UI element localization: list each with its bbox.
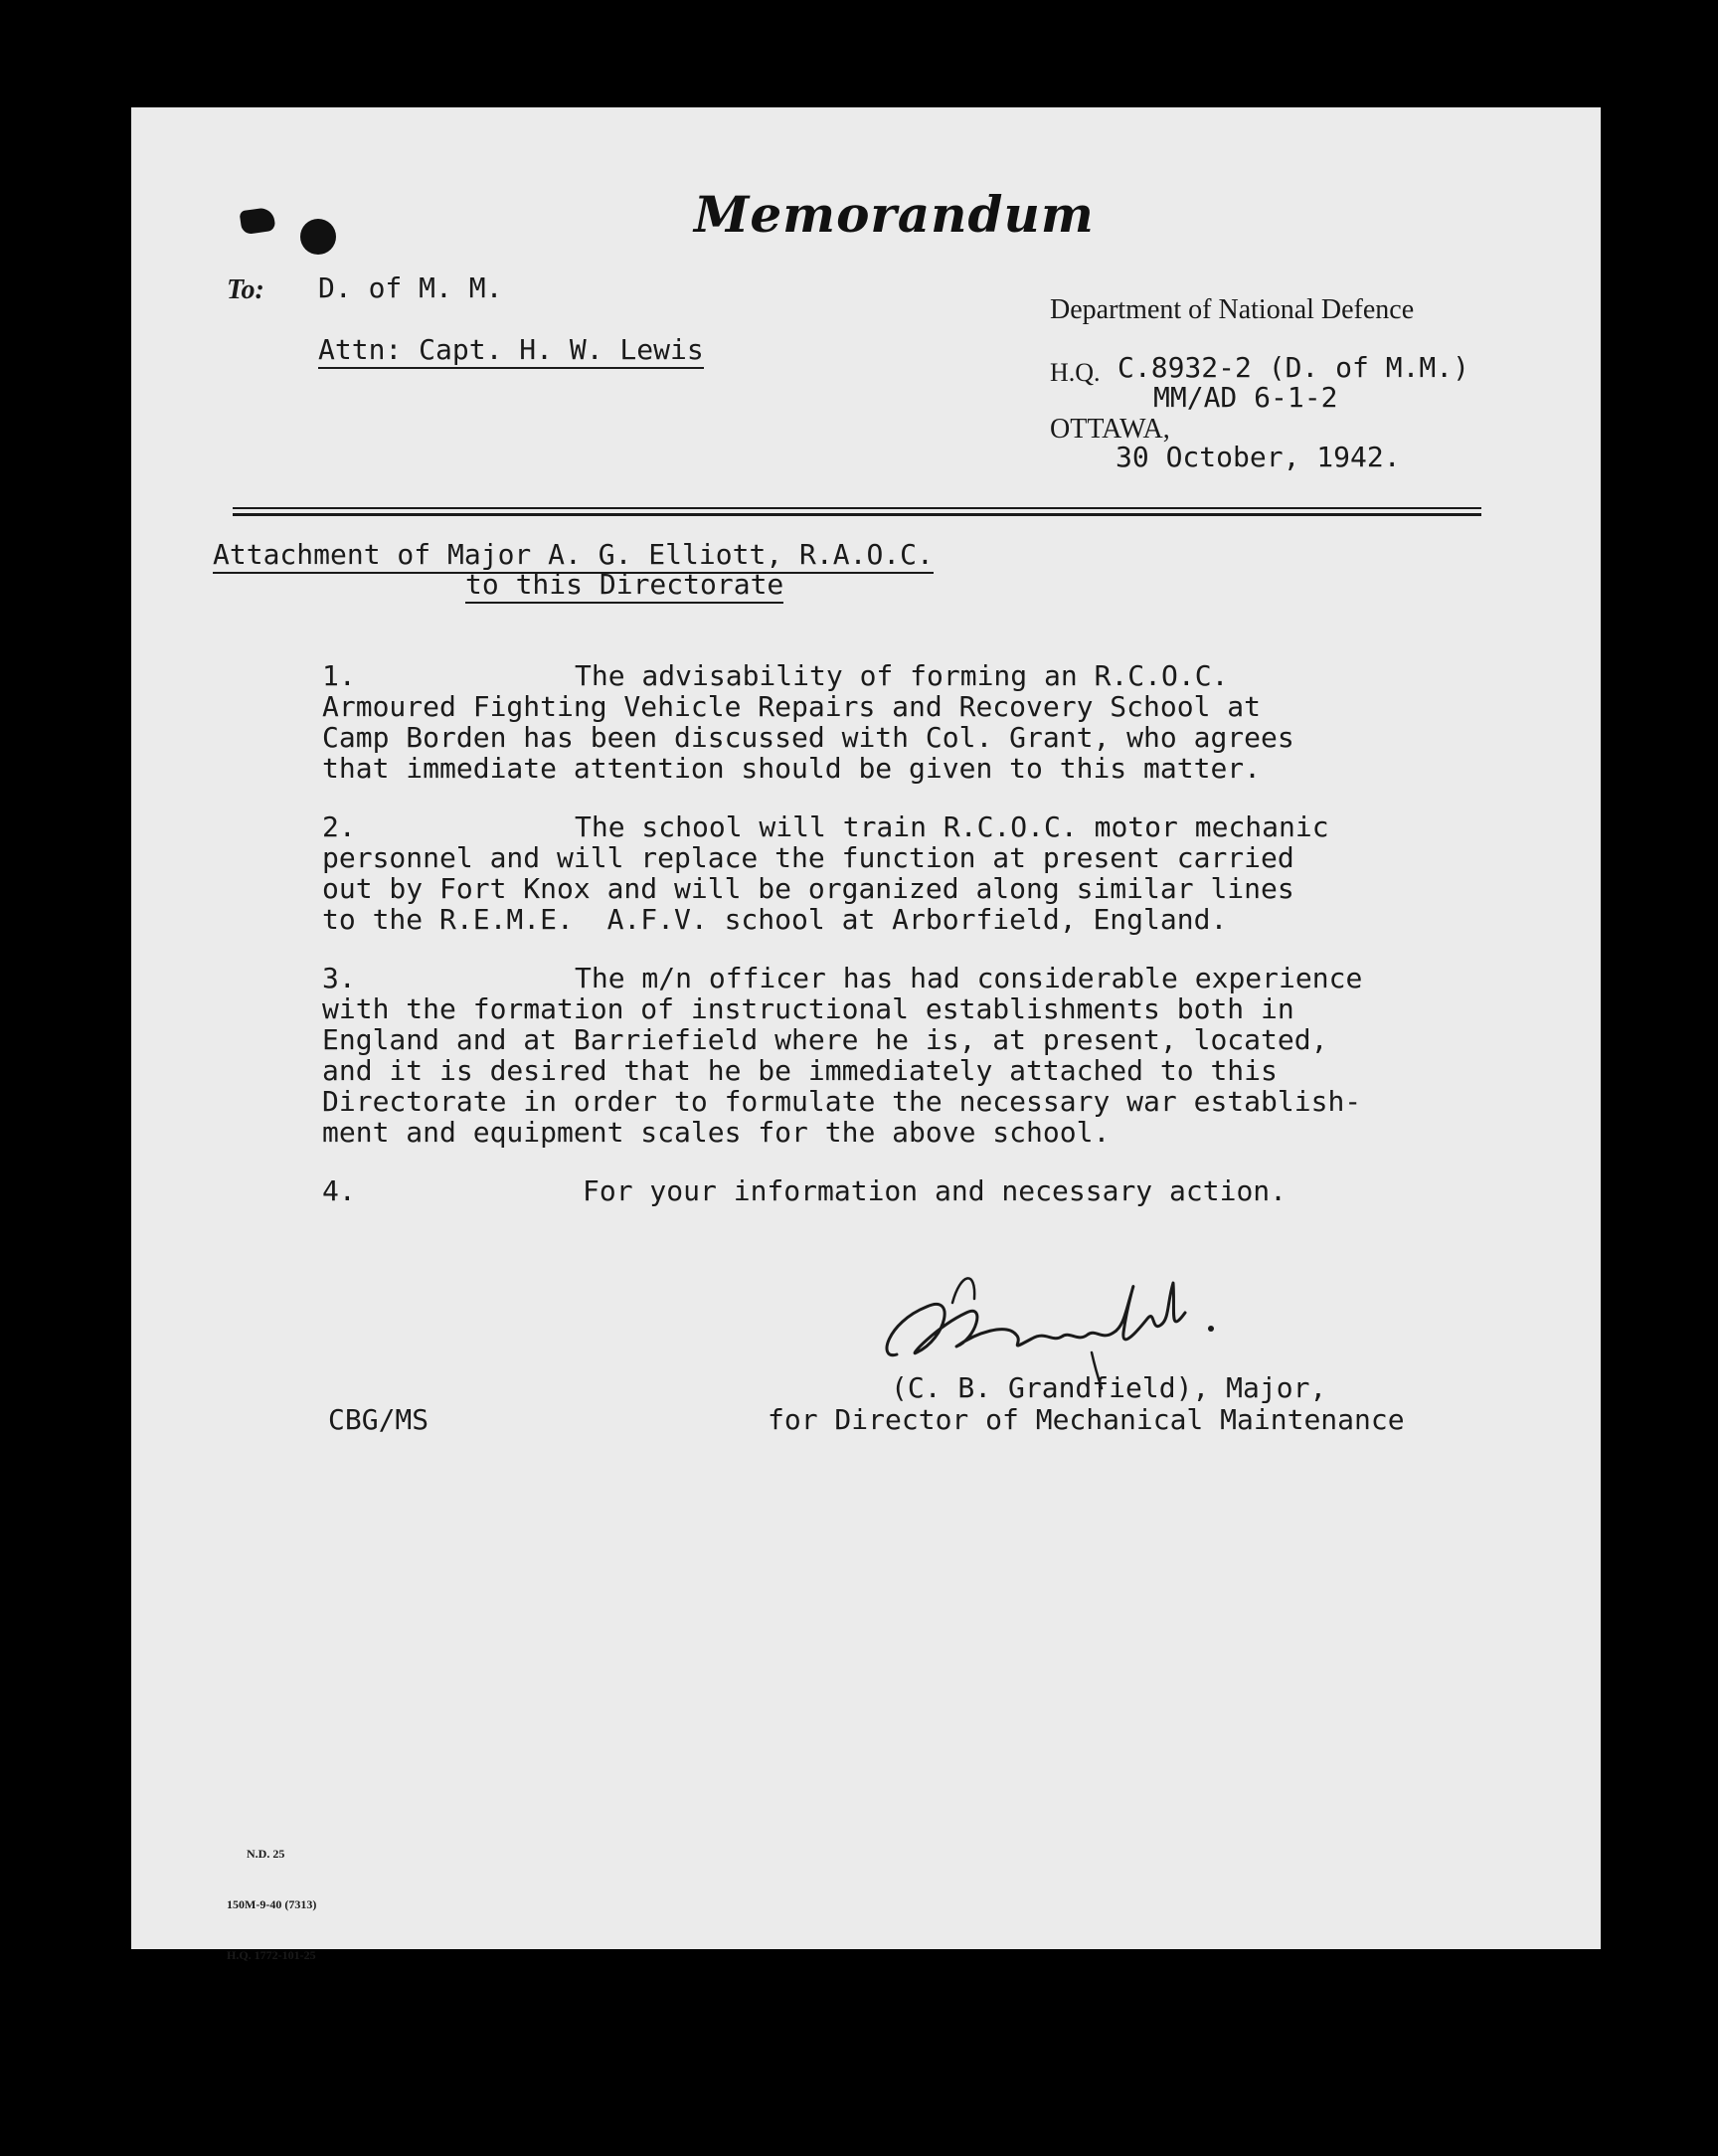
file-reference: MM/AD 6-1-2 [1153,381,1338,414]
header-rule-bottom [233,513,1481,516]
subject-line-1: Attachment of Major A. G. Elliott, R.A.O.C. [213,539,934,574]
memo-title: Memorandum [694,185,1095,244]
paragraph-number: 1. [322,659,356,692]
paragraph-number: 4. [322,1174,356,1207]
paragraph-body: with the formation of instructional establishments both in England and at Barriefield where he is, at present, located, and it is desired that he be immediately attached to this Directorate in order to formulate the necessary war establish- ment and equipment scales for the above school. [322,992,1362,1149]
place-ottawa: OTTAWA, [1050,414,1170,445]
handwritten-signature [857,1243,1294,1392]
paragraph-body: personnel and will replace the function at present carried out by Fort Knox and will be organized along similar lines to the R.E.M.E. A.F.V. school at Arborfield, England. [322,841,1294,936]
paragraph-first-line: The m/n officer has had considerable experience [575,962,1363,994]
memorandum-sheet [131,107,1601,1962]
to-recipient: D. of M. M. [318,271,503,304]
paragraph-body: Armoured Fighting Vehicle Repairs and Recovery School at Camp Borden has been discussed with Col. Grant, who agrees that immediate attention should be given to this matter. [322,690,1294,785]
ink-blot-left [239,207,275,235]
form-number-line-2: 150M-9-40 (7313) [227,1897,317,1911]
form-number-line-1: N.D. 25 [247,1847,285,1861]
form-number-footer [227,1812,316,1998]
header-rule-top [233,507,1481,509]
paragraph-first-line: For your information and necessary action. [583,1174,1288,1207]
signatory-title: for Director of Mechanical Maintenance [768,1403,1405,1436]
attention-line: Attn: Capt. H. W. Lewis [318,334,704,369]
hq-reference: C.8932-2 (D. of M.M.) [1117,351,1470,384]
hq-prefix: H.Q. [1050,358,1101,387]
paragraph-first-line: The advisability of forming an R.C.O.C. [575,659,1229,692]
memo-date: 30 October, 1942. [1116,441,1401,473]
paragraph-2 [322,811,1565,966]
paragraph-number: 2. [322,810,356,843]
department-name: Department of National Defence [1050,294,1415,325]
paragraph-3 [322,962,1565,1149]
ink-blot-right [300,219,336,255]
typist-initials: CBG/MS [328,1403,430,1436]
form-number-line-3: H.Q. 1772-101-25 [227,1948,316,1962]
signatory-name: (C. B. Grandfield), Major, [891,1371,1327,1404]
paragraph-1 [322,660,1565,814]
paragraph-number: 3. [322,962,356,994]
paragraph-first-line: The school will train R.C.O.C. motor mechanic [575,810,1329,843]
to-label: To: [227,274,264,305]
subject-line-2: to this Directorate [465,569,783,604]
